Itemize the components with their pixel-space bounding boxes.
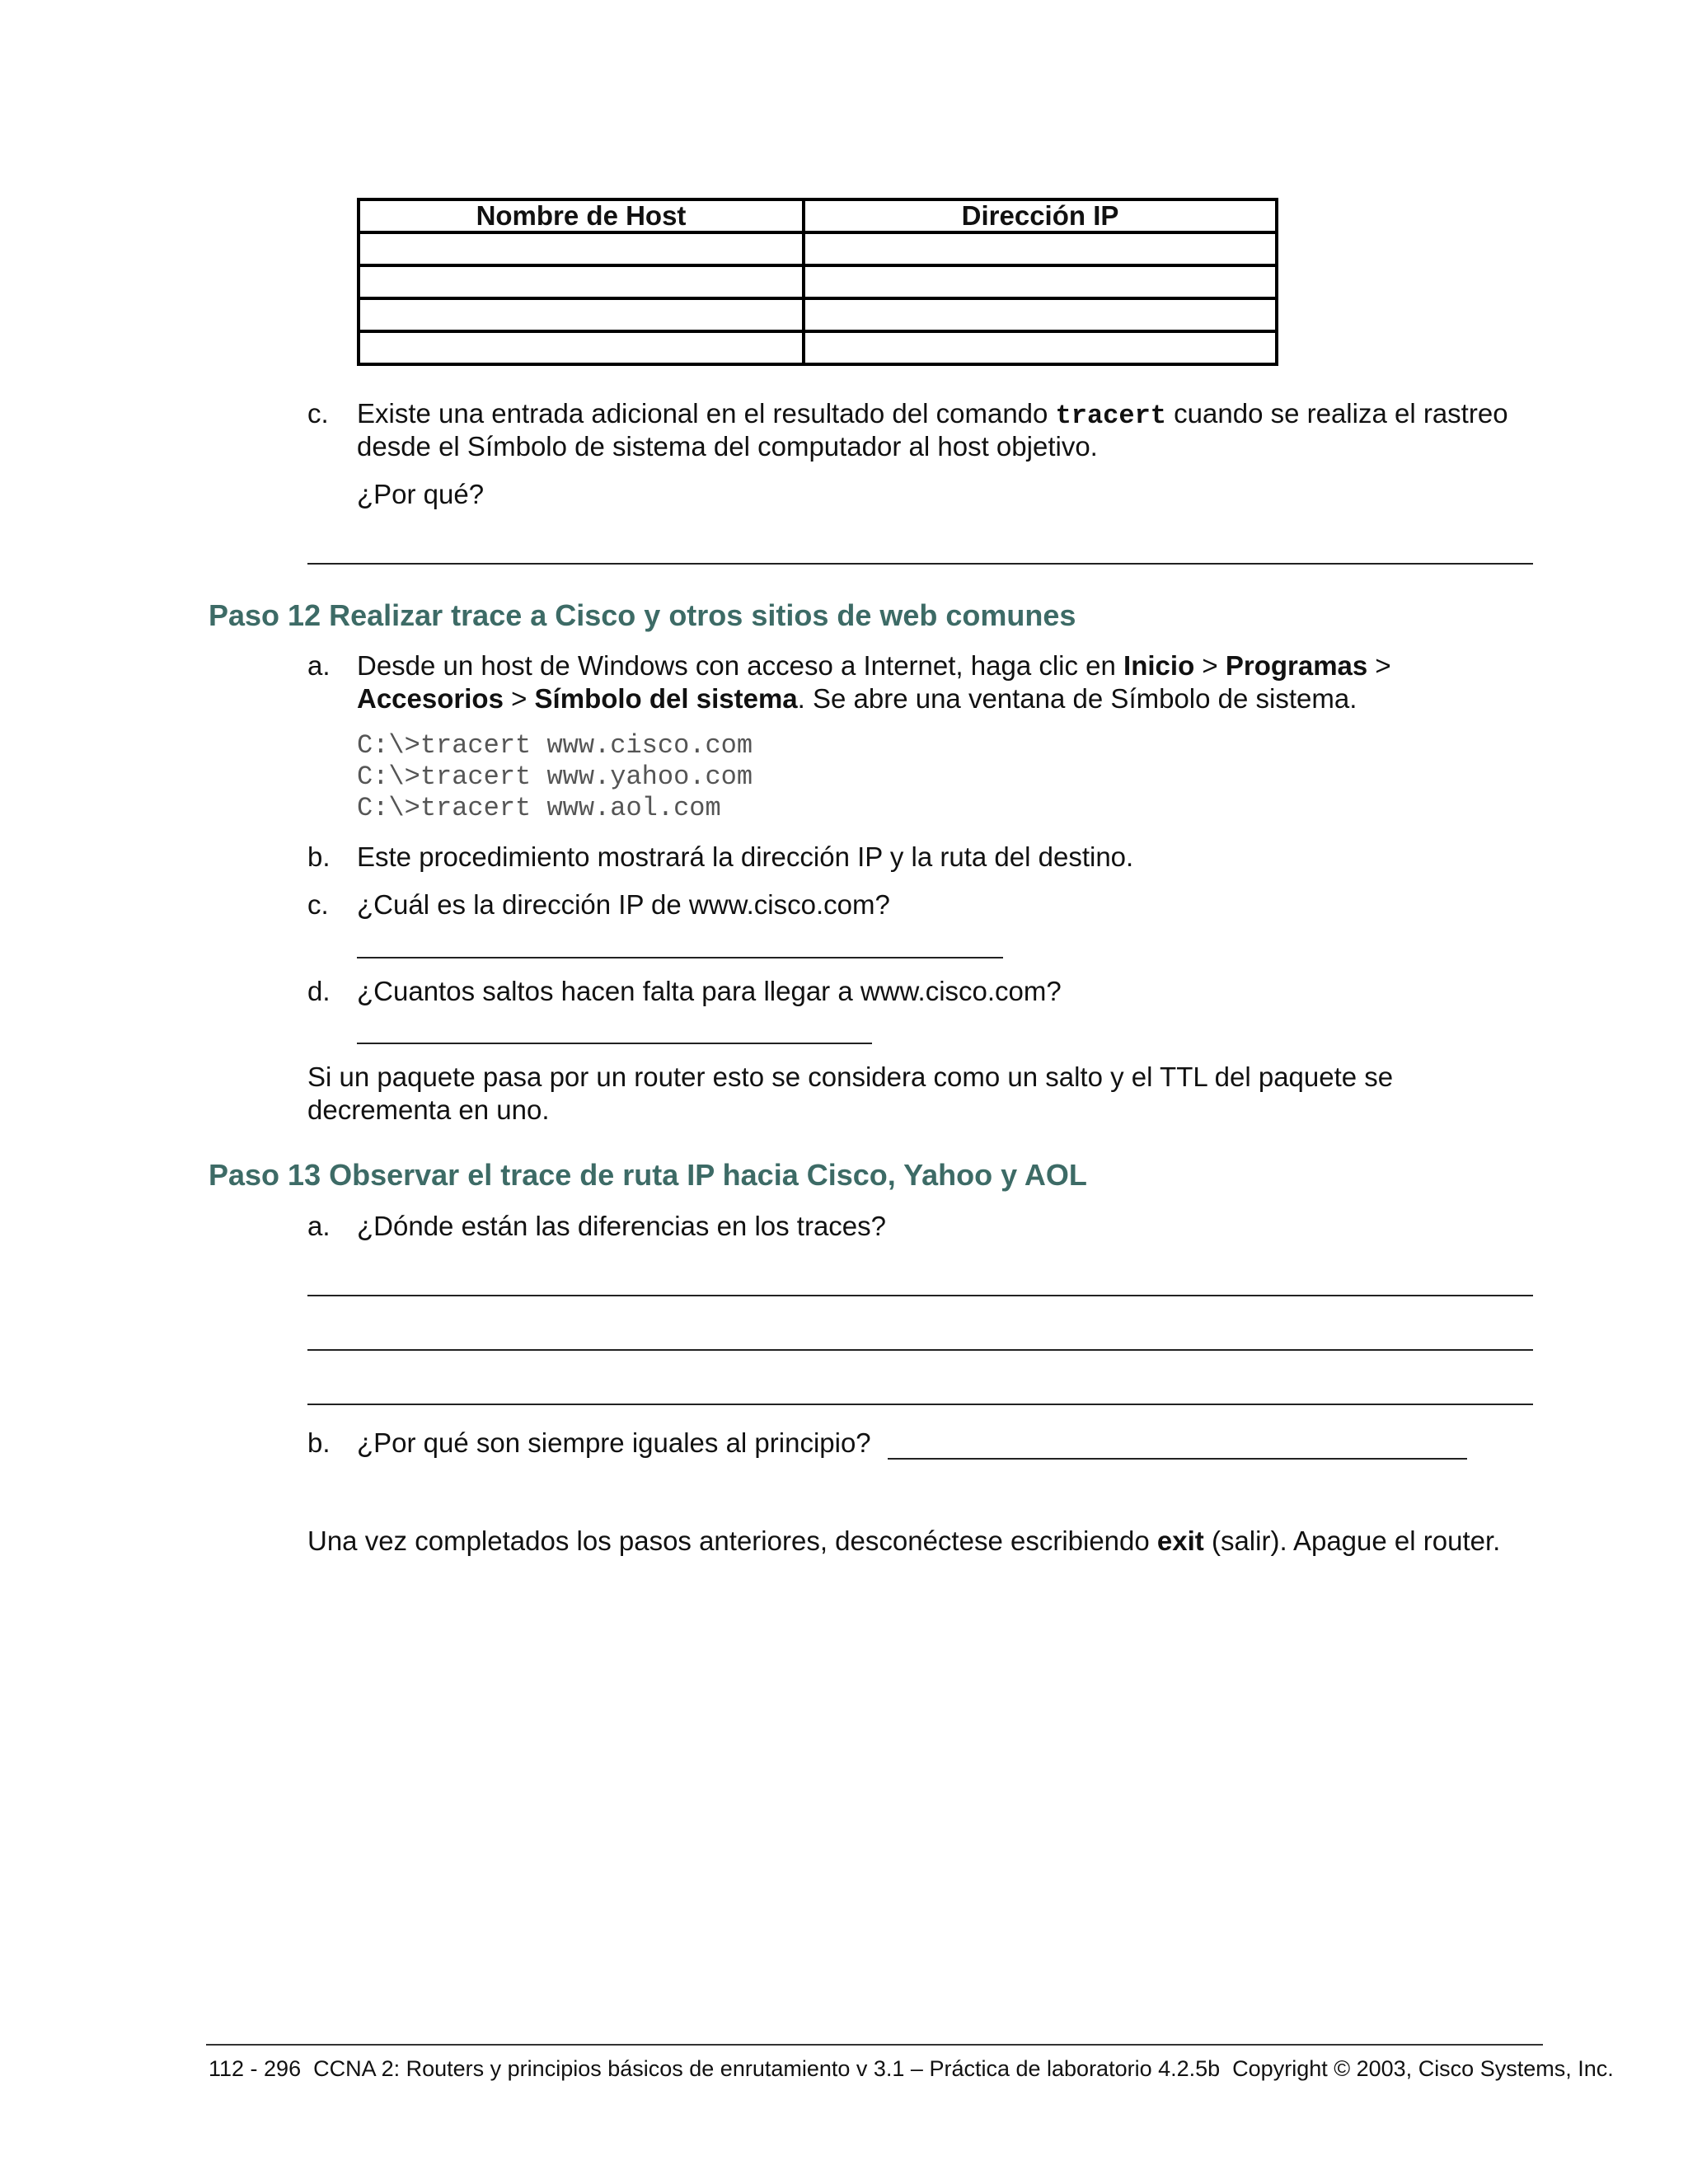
- step13-a-text: ¿Dónde están las diferencias en los traces?: [357, 1211, 887, 1241]
- column-header-ip: Dirección IP: [804, 199, 1277, 232]
- table-cell: [359, 232, 804, 265]
- answer-line: [307, 563, 1533, 565]
- step13-heading: Paso 13 Observar el trace de ruta IP hacia Cisco, Yahoo y AOL: [209, 1158, 1087, 1192]
- command-line: C:\>tracert www.aol.com: [357, 793, 721, 823]
- item-c-line2: desde el Símbolo de sistema del computador al host objetivo.: [357, 431, 1098, 462]
- table-cell: [804, 265, 1277, 298]
- step12-c-text: ¿Cuál es la dirección IP de www.cisco.com?: [357, 889, 890, 920]
- table-row: [359, 232, 1277, 265]
- item-marker: b.: [307, 841, 331, 872]
- step12-b-text: Este procedimiento mostrará la dirección IP y la ruta del destino.: [357, 841, 1134, 872]
- closing-instruction: Una vez completados los pasos anteriores, desconéctese escribiendo exit (salir). Apague el router.: [307, 1526, 1501, 1556]
- answer-line: [357, 957, 1003, 958]
- step12-d-text: ¿Cuantos saltos hacen falta para llegar a www.cisco.com?: [357, 976, 1062, 1006]
- item-marker: a.: [307, 650, 331, 681]
- answer-line: [307, 1295, 1533, 1296]
- footer-divider: [206, 2044, 1543, 2046]
- table-row: [359, 331, 1277, 364]
- command-line: C:\>tracert www.cisco.com: [357, 730, 753, 761]
- item-marker: c.: [307, 398, 329, 429]
- answer-line: [357, 1043, 872, 1044]
- ttl-note-line2: decrementa en uno.: [307, 1094, 550, 1125]
- item-marker: b.: [307, 1427, 331, 1458]
- answer-line: [307, 1404, 1533, 1405]
- table-cell: [804, 331, 1277, 364]
- item-marker: d.: [307, 976, 331, 1006]
- question-why: ¿Por qué?: [357, 479, 485, 509]
- table-cell: [359, 265, 804, 298]
- step12-a-line2: Accesorios > Símbolo del sistema. Se abre una ventana de Símbolo de sistema.: [357, 683, 1357, 714]
- column-header-host: Nombre de Host: [359, 199, 804, 232]
- item-marker: a.: [307, 1211, 331, 1241]
- table-cell: [804, 298, 1277, 331]
- item-c-line1: Existe una entrada adicional en el resultado del comando tracert cuando se realiza el rastreo: [357, 398, 1508, 431]
- table-cell: [804, 232, 1277, 265]
- answer-line: [307, 1349, 1533, 1351]
- exit-command: exit: [1156, 1526, 1204, 1556]
- command-line: C:\>tracert www.yahoo.com: [357, 762, 753, 792]
- table-cell: [359, 331, 804, 364]
- ttl-note-line1: Si un paquete pasa por un router esto se considera como un salto y el TTL del paquete se: [307, 1062, 1394, 1092]
- step12-a-line1: Desde un host de Windows con acceso a Internet, haga clic en Inicio > Programas >: [357, 650, 1391, 681]
- table-cell: [359, 298, 804, 331]
- page-footer: 112 - 296 CCNA 2: Routers y principios básicos de enrutamiento v 3.1 – Práctica de laboratorio 4.2.5b Copyright © 2003, Cisco Systems, Inc.: [209, 2056, 1614, 2081]
- step12-heading: Paso 12 Realizar trace a Cisco y otros sitios de web comunes: [209, 598, 1076, 632]
- table-row: [359, 298, 1277, 331]
- host-ip-table: [357, 198, 1278, 366]
- tracert-command: tracert: [1055, 401, 1166, 431]
- step13-b-text: ¿Por qué son siempre iguales al principio?: [357, 1427, 871, 1458]
- item-marker: c.: [307, 889, 329, 920]
- table-header-row: [359, 199, 1277, 232]
- answer-line: [888, 1458, 1467, 1460]
- table-row: [359, 265, 1277, 298]
